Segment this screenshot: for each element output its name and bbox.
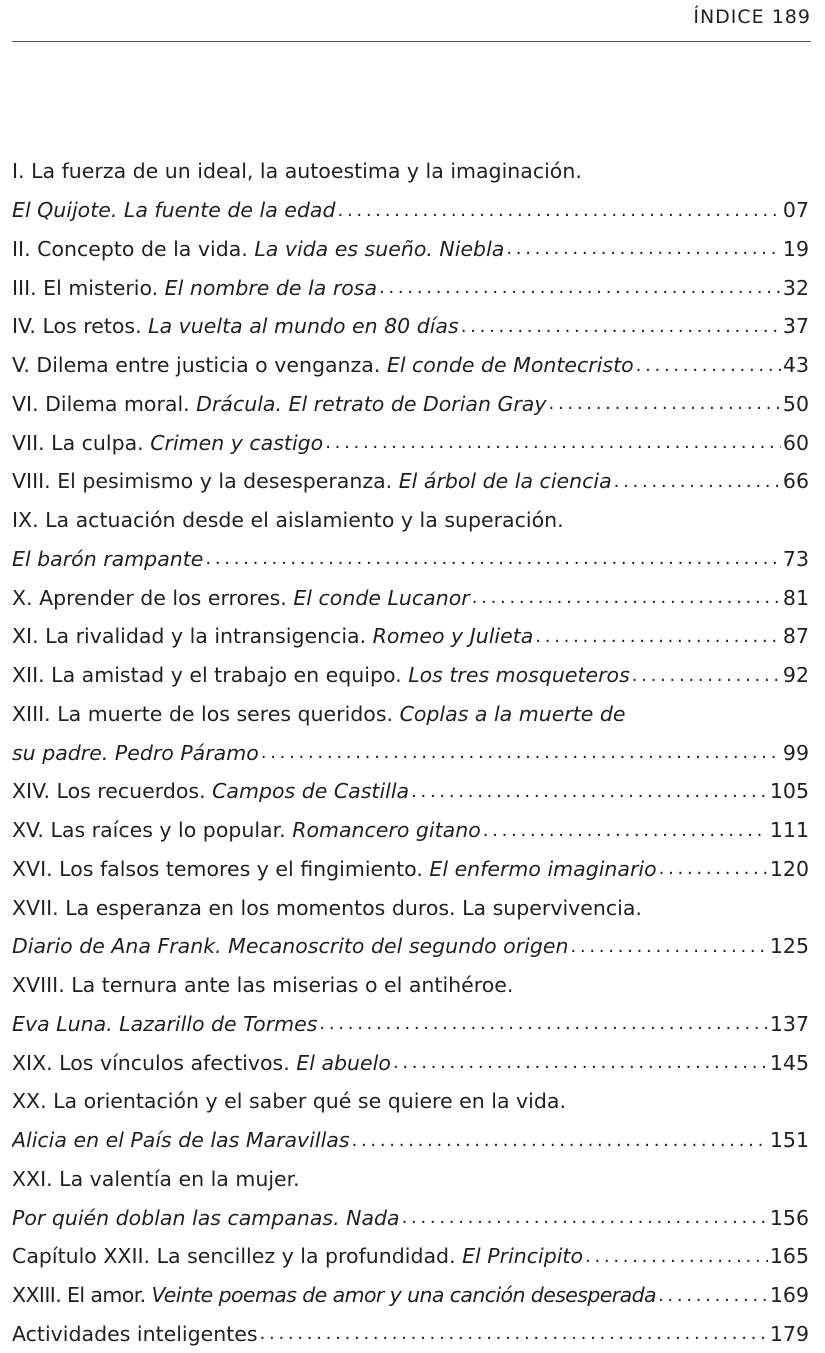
toc-work-title: El conde Lucanor: [293, 586, 469, 610]
toc-work-title: Coplas a la muerte de: [400, 702, 626, 726]
toc-page-number: 37: [783, 314, 809, 338]
toc-work-title: Veinte poemas de amor y una canción desesperada: [151, 1283, 656, 1307]
toc-work-title: El barón rampante: [12, 547, 203, 571]
toc-work-title: El nombre de la rosa: [165, 276, 377, 300]
toc-chapter-label: XV. Las raíces y lo popular.: [12, 818, 292, 842]
toc-chapter-label: I. La fuerza de un ideal, la autoestima y la imaginación.: [12, 159, 582, 183]
toc-entry: [12, 540, 809, 579]
toc-entry: [12, 1198, 809, 1237]
toc-entry-title: [12, 431, 323, 455]
toc-entry-title: [12, 1322, 258, 1346]
toc-chapter-label: III. El misterio.: [12, 276, 165, 300]
dot-leader: [319, 1013, 767, 1034]
toc-chapter-label: XXIII. El amor.: [12, 1283, 151, 1307]
toc-entry-title: [12, 469, 612, 493]
toc-entry-title: [12, 663, 630, 687]
dot-leader: [472, 587, 781, 608]
toc-page-number: 169: [770, 1283, 809, 1307]
toc-page-number: 156: [770, 1206, 809, 1230]
toc-page-number: 60: [783, 431, 809, 455]
toc-chapter-label: Actividades inteligentes: [12, 1322, 258, 1346]
toc-entry-title: [12, 508, 564, 532]
toc-work-title: su padre. Pedro Páramo: [12, 741, 259, 765]
toc-entry-title: [12, 779, 409, 803]
toc-entry-title: [12, 159, 582, 183]
toc-chapter-label: XVI. Los falsos temores y el fingimiento.: [12, 857, 429, 881]
toc-entry: [12, 617, 809, 656]
toc-work-title: El conde de Montecristo: [387, 353, 634, 377]
toc-page-number: 165: [770, 1244, 809, 1268]
toc-entry: [12, 811, 809, 850]
toc-chapter-label: XIII. La muerte de los seres queridos.: [12, 702, 400, 726]
toc-entry-title: [12, 857, 657, 881]
toc-heading-line: [12, 1082, 809, 1121]
toc-entry: [12, 346, 809, 385]
dot-leader: [614, 471, 781, 492]
toc-chapter-label: XVIII. La ternura ante las miserias o el antihéroe.: [12, 973, 513, 997]
dot-leader: [483, 820, 768, 841]
toc-page-number: 19: [783, 237, 809, 261]
toc-chapter-label: XVII. La esperanza en los momentos duros. La supervivencia.: [12, 896, 642, 920]
dot-leader: [352, 1130, 768, 1151]
toc-entry: [12, 1043, 809, 1082]
toc-chapter-label: X. Aprender de los errores.: [12, 586, 293, 610]
dot-leader: [658, 1285, 768, 1306]
toc-entry-title: [12, 973, 513, 997]
toc-page-number: 99: [783, 741, 809, 765]
toc-entry-title: [12, 1244, 583, 1268]
toc-chapter-label: XX. La orientación y el saber qué se quiere en la vida.: [12, 1089, 566, 1113]
toc-heading-line: [12, 152, 809, 191]
toc-entry: [12, 423, 809, 462]
toc-chapter-label: XXI. La valentía en la mujer.: [12, 1167, 300, 1191]
toc-page-number: 145: [770, 1051, 809, 1075]
toc-page-number: 105: [770, 779, 809, 803]
toc-page-number: 32: [783, 276, 809, 300]
dot-leader: [585, 1246, 768, 1267]
toc-entry-title: [12, 934, 568, 958]
toc-work-title: Diario de Ana Frank. Mecanoscrito del segundo origen: [12, 934, 568, 958]
toc-work-title: La vida es sueño. Niebla: [254, 237, 504, 261]
dot-leader: [411, 781, 768, 802]
toc-entry-title: [12, 547, 203, 571]
toc-entry-title: [12, 198, 336, 222]
toc-work-title: Campos de Castilla: [212, 779, 409, 803]
toc-page-number: 43: [783, 353, 809, 377]
dot-leader: [261, 742, 781, 763]
toc-chapter-label: XIV. Los recuerdos.: [12, 779, 212, 803]
toc-work-title: El Principito: [462, 1244, 583, 1268]
dot-leader: [325, 432, 781, 453]
toc-entry-title: [12, 586, 470, 610]
toc-entry-title: [12, 1012, 317, 1036]
running-header-title: ÍNDICE 189: [693, 6, 811, 28]
toc-page-number: 81: [783, 586, 809, 610]
toc-heading-line: [12, 888, 809, 927]
toc-entry: [12, 1237, 809, 1276]
toc-entry-title: [12, 702, 626, 726]
dot-leader: [379, 277, 781, 298]
toc-chapter-label: XII. La amistad y el trabajo en equipo.: [12, 663, 408, 687]
toc-work-title: Drácula. El retrato de Dorian Gray: [196, 392, 546, 416]
toc-page-number: 120: [770, 857, 809, 881]
toc-entry: [12, 268, 809, 307]
dot-leader: [570, 936, 767, 957]
toc-page-number: 07: [783, 198, 809, 222]
toc-entry-title: [12, 1283, 656, 1307]
toc-page-number: 111: [770, 818, 809, 842]
toc-entry: [12, 850, 809, 889]
toc-entry-title: [12, 237, 504, 261]
toc-entry-title: [12, 1089, 566, 1113]
toc-heading-line: [12, 966, 809, 1005]
dot-leader: [659, 858, 768, 879]
dot-leader: [506, 238, 781, 259]
toc-entry-title: [12, 314, 459, 338]
toc-chapter-label: Capítulo XXII. La sencillez y la profundidad.: [12, 1244, 462, 1268]
dot-leader: [461, 316, 781, 337]
toc-page-number: 50: [783, 392, 809, 416]
toc-entry-title: [12, 1167, 300, 1191]
toc-entry: [12, 191, 809, 230]
dot-leader: [393, 1052, 768, 1073]
toc-work-title: Alicia en el País de las Maravillas: [12, 1128, 350, 1152]
toc-work-title: Por quién doblan las campanas. Nada: [12, 1206, 400, 1230]
toc-chapter-label: XI. La rivalidad y la intransigencia.: [12, 624, 373, 648]
toc-page-number: 87: [783, 624, 809, 648]
toc-chapter-label: V. Dilema entre justicia o venganza.: [12, 353, 387, 377]
toc-entry: [12, 927, 809, 966]
toc-page-number: 125: [770, 934, 809, 958]
dot-leader: [260, 1323, 768, 1344]
toc-chapter-label: VIII. El pesimismo y la desesperanza.: [12, 469, 399, 493]
toc-entry: [12, 1121, 809, 1160]
toc-entry-title: [12, 624, 533, 648]
toc-work-title: Romancero gitano: [292, 818, 481, 842]
dot-leader: [402, 1207, 768, 1228]
toc-entry: [12, 656, 809, 695]
toc-work-title: El abuelo: [296, 1051, 391, 1075]
toc-chapter-label: VI. Dilema moral.: [12, 392, 196, 416]
toc-work-title: El Quijote. La fuente de la edad: [12, 198, 336, 222]
toc-work-title: Los tres mosqueteros: [408, 663, 630, 687]
toc-work-title: Romeo y Julieta: [373, 624, 534, 648]
toc-entry-title: [12, 276, 377, 300]
toc-work-title: Eva Luna. Lazarillo de Tormes: [12, 1012, 317, 1036]
dot-leader: [636, 355, 781, 376]
toc-entry: [12, 733, 809, 772]
toc-page-number: 151: [770, 1128, 809, 1152]
dot-leader: [632, 665, 781, 686]
toc-chapter-label: II. Concepto de la vida.: [12, 237, 254, 261]
toc-entry-title: [12, 1128, 350, 1152]
toc-entry-title: [12, 896, 642, 920]
toc-entry: [12, 385, 809, 424]
toc-entry-title: [12, 1206, 400, 1230]
toc-entry-title: [12, 818, 481, 842]
toc-page-number: 137: [770, 1012, 809, 1036]
toc-work-title: La vuelta al mundo en 80 días: [148, 314, 459, 338]
toc-chapter-label: IX. La actuación desde el aislamiento y la superación.: [12, 508, 564, 532]
toc-work-title: Crimen y castigo: [150, 431, 323, 455]
toc-page-number: 66: [783, 469, 809, 493]
toc-entry: [12, 1005, 809, 1044]
toc-entry: [12, 462, 809, 501]
toc-page-number: 92: [783, 663, 809, 687]
toc-entry: [12, 1315, 809, 1353]
toc-entry-title: [12, 392, 547, 416]
toc-entry: [12, 307, 809, 346]
dot-leader: [549, 393, 781, 414]
toc-entry: [12, 230, 809, 269]
toc-heading-line: [12, 501, 809, 540]
toc-work-title: El enfermo imaginario: [429, 857, 656, 881]
dot-leader: [338, 200, 781, 221]
toc-chapter-label: IV. Los retos.: [12, 314, 148, 338]
toc-entry-title: [12, 353, 634, 377]
table-of-contents: [12, 152, 809, 1353]
dot-leader: [205, 548, 781, 569]
toc-entry-title: [12, 1051, 391, 1075]
toc-heading-line: [12, 695, 809, 734]
dot-leader: [535, 626, 781, 647]
toc-chapter-label: XIX. Los vínculos afectivos.: [12, 1051, 296, 1075]
toc-entry-title: [12, 741, 259, 765]
running-header: [12, 0, 811, 42]
toc-page-number: 73: [783, 547, 809, 571]
toc-page-number: 179: [770, 1322, 809, 1346]
toc-heading-line: [12, 1160, 809, 1199]
toc-chapter-label: VII. La culpa.: [12, 431, 150, 455]
toc-entry: [12, 1276, 809, 1315]
toc-work-title: El árbol de la ciencia: [399, 469, 612, 493]
toc-entry: [12, 578, 809, 617]
toc-entry: [12, 772, 809, 811]
